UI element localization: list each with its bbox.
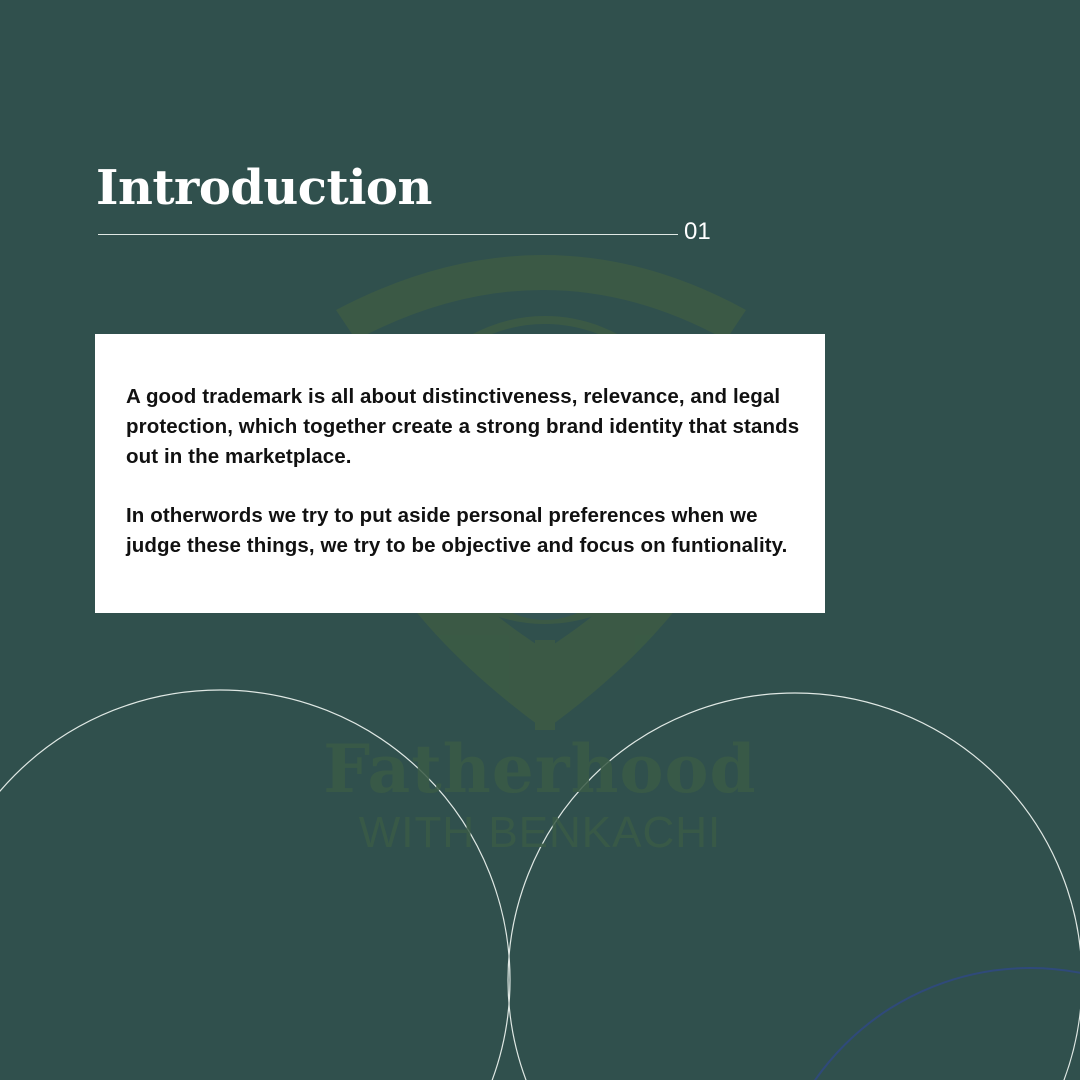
page-title: Introduction [96, 160, 432, 216]
accent-arc [768, 968, 1080, 1080]
intro-paragraph: A good trademark is all about distinctiveness, relevance, and legal protection, which together create a strong brand identity that stands out in the marketplace. [126, 385, 800, 468]
watermark-subtitle: WITH BENKACHI [358, 808, 722, 857]
watermark-title: Fatherhood [323, 730, 757, 808]
section-number: 01 [684, 218, 711, 245]
title-divider [98, 234, 678, 235]
objectivity-paragraph: In otherwords we try to put aside personal preferences when we judge these things, we try to be objective and focus on funtionality. [126, 504, 788, 557]
content-card [95, 334, 825, 613]
